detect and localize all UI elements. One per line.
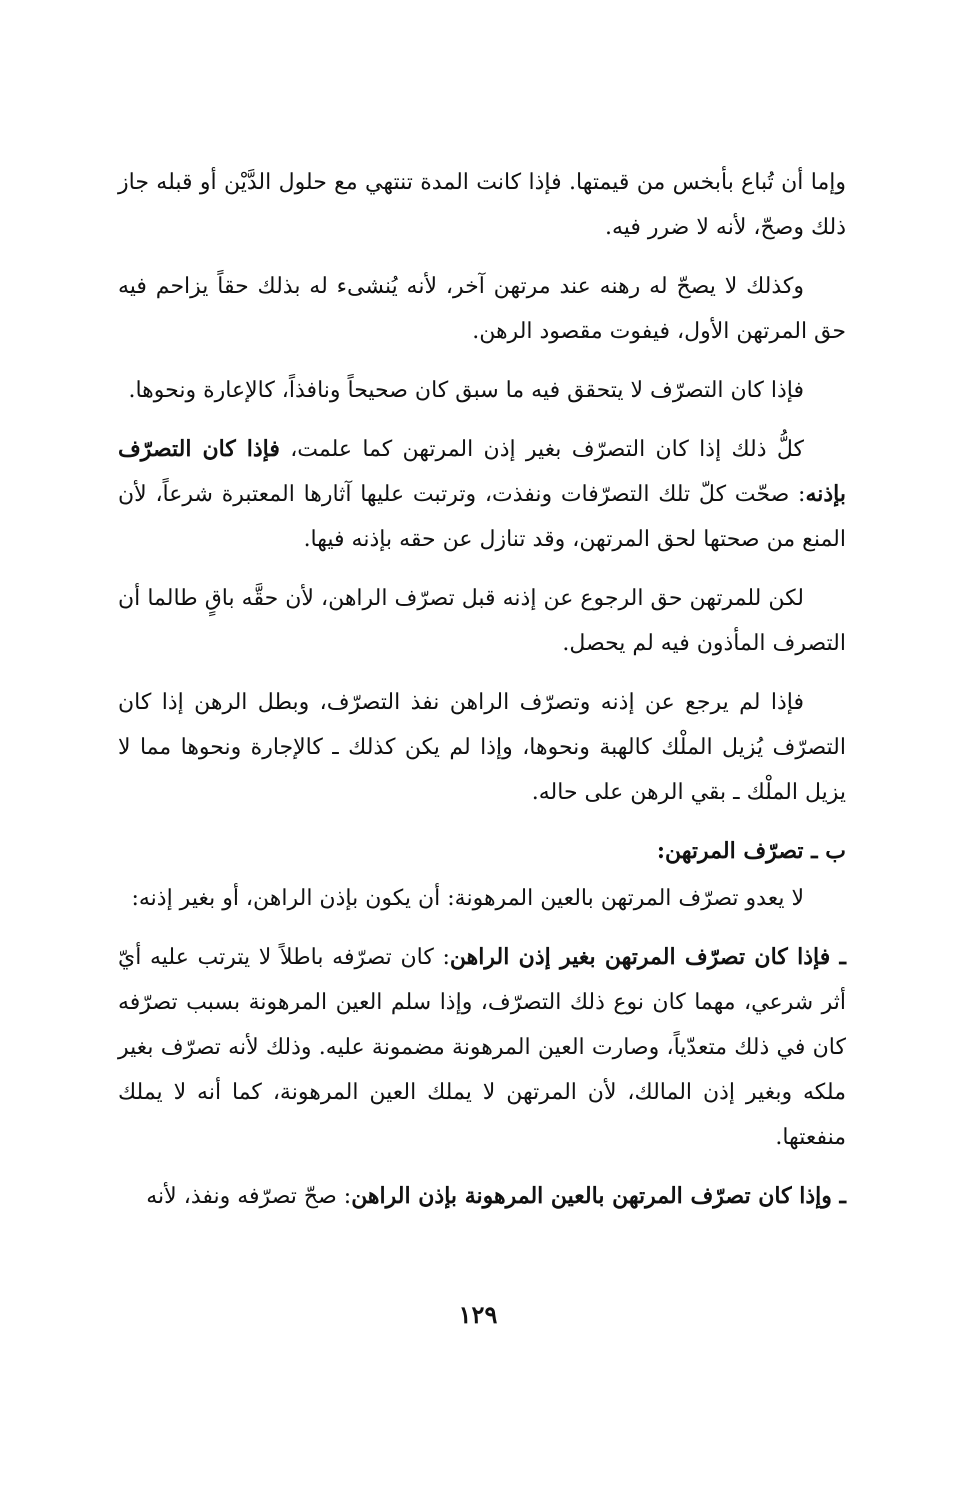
paragraph-3: فإذا كان التصرّف لا يتحقق فيه ما سبق كان صحيحاً ونافذاً، كالإعارة ونحوها. [128,378,804,403]
paragraph-8-bold: ـ فإذا كان تصرّف المرتهن بغير إذن الراهن [449,944,846,970]
paragraph-5: لكن للمرتهن حق الرجوع عن إذنه قبل تصرّف الراهن، لأن حقَّه باقٍ طالما أن التصرف المأذون فيه لم يحصل. [118,586,846,656]
paragraph-9-text: : صحّ تصرّفه ونفذ، لأنه [146,1184,352,1209]
section-heading: ب ـ تصرّف المرتهن: [656,838,846,864]
paragraph-4-text-c: : صحّت كلّ تلك التصرّفات ونفذت، وترتبت عليها آثارها المعتبرة شرعاً، لأن المنع من صحتها لحق المرتهن، وقد تنازل عن حقه بإذنه فيها. [118,482,846,552]
paragraph-8 [118,935,846,1160]
paragraph-6: فإذا لم يرجع عن إذنه وتصرّف الراهن نفذ التصرّف، وبطل الرهن إذا كان التصرّف يُزيل الملْك كالهبة ونحوها، وإذا لم يكن كذلك ـ كالإجارة ونحوها مما لا يزيل الملْك ـ بقي الرهن على حاله. [118,690,846,805]
page-number: ١٢٩ [458,1300,498,1329]
paragraph-7: لا يعدو تصرّف المرتهن بالعين المرهونة: أن يكون بإذن الراهن، أو بغير إذنه: [131,886,804,911]
paragraph-8-text: : كان تصرّفه باطلاً لا يترتب عليه أيّ أثر شرعي، مهما كان نوع ذلك التصرّف، وإذا سلم العين المرهونة بسبب تصرّفه كان في ذلك متعدّياً، وصارت العين المرهونة مضمونة عليه. وذلك لأنه تصرّف بغير ملكه وبغير إذن المالك، لأن المرتهن لا يملك العين المرهونة، كما أنه لا يملك منفعتها. [118,945,846,1150]
paragraph-9-bold: ـ وإذا كان تصرّف المرتهن بالعين المرهونة بإذن الراهن [351,1183,846,1209]
paragraph-4-text-a: كلُّ ذلك إذا كان التصرّف بغير إذن المرتهن كما علمت، [279,437,804,462]
paragraph-4 [118,427,846,562]
paragraph-2: وكذلك لا يصحّ له رهنه عند مرتهن آخر، لأنه يُنشىء له بذلك حقاً يزاحم فيه حق المرتهن الأول، فيفوت مقصود الرهن. [118,274,846,344]
paragraph-9 [118,1174,846,1219]
paragraph-1: وإما أن تُباع بأبخس من قيمتها. فإذا كانت المدة تنتهي مع حلول الدَّيْن أو قبله جاز ذلك وصحّ، لأنه لا ضرر فيه. [118,170,846,240]
paragraph-4-bold: فإذا كان التصرّف بإذنه [118,436,846,507]
page-body [118,160,846,1233]
